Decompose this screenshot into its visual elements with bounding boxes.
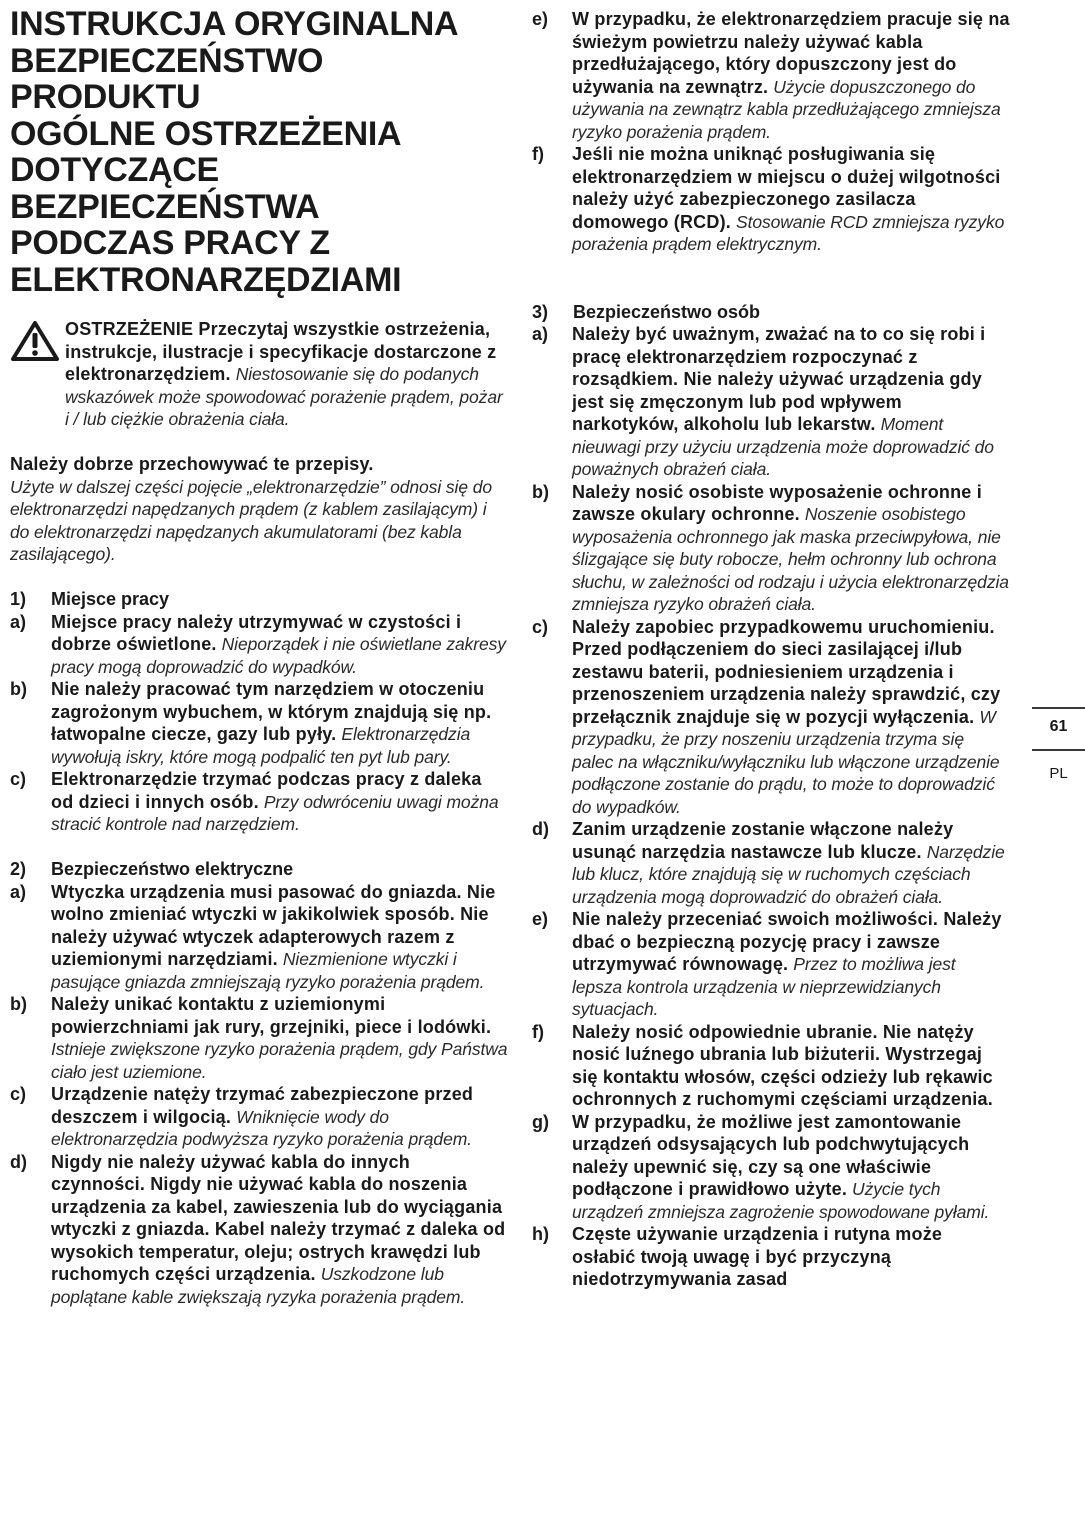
title-line: PRODUKTU [10,78,201,116]
title-line: INSTRUKCJA ORYGINALNA [10,5,459,43]
keep-instructions [10,453,508,566]
keep-italic: Użyte w dalszej części pojęcie „elektronarzędzie” odnosi się do elektronarzędzi napędzanych prądem (z kablem zasilającym) i do elektronarzędzi napędzanych akumulatorami (bez kabla zasilającego). [10,476,492,564]
list-item: d) Zanim urządzenie zostanie włączone należy usunąć narzędzia nastawcze lub klucze. Narzędzie lub klucz, które znajdują się w ruchomych częściach urządzenia mogą doprowadzić do obrażeń ciała. [532,819,1005,907]
document-title [10,0,508,298]
warning-text [10,318,508,431]
list-item: a) Należy być uważnym, zważać na to co się robi i pracę elektronarzędziem rozpoczynać z rozsądkiem. Nie należy używać urządzenia gdy jest się zmęczonym lub pod wpływem narkotyków, alkoholu lub lekarstw. Moment nieuwagi przy użyciu urządzenia może doprowadzić do poważnych obrażeń ciała. [532,324,994,479]
list-item: c) Urządzenie natęży trzymać zabezpieczone przed deszczem i wilgocią. Wniknięcie wody do elektronarzędzia podwyższa ryzyko porażenia prądem. [10,1084,474,1149]
warning-block [10,318,508,431]
right-column [532,8,1010,1291]
page-tab-bottom-rule [1032,749,1085,751]
list-item: f) Należy nosić odpowiednie ubranie. Nie natęży nosić luźnego ubrania lub biżuterii. Wystrzegaj się kontaktu włosów, części odzieży lub rękawic ochronnych z ruchomymi częściami urządzenia. [532,1021,993,1109]
list-item: e) Nie należy przeceniać swoich możliwości. Należy dbać o bezpieczną pozycję pracy i zawsze utrzymywać równowagę. Przez to możliwa jest lepsza kontrola urządzenia w nieprzewidzianych sytuacjach. [532,909,1002,1019]
section-heading: 3) Bezpieczeństwo osób [532,301,761,322]
list-item: c) Elektronarzędzie trzymać podczas pracy z daleka od dzieci i innych osób. Przy odwróceniu uwagi można stracić kontrole nad narzędziem. [10,769,499,834]
list-item: c) Należy zapobiec przypadkowemu uruchomieniu. Przed podłączeniem do sieci zasilającej i/lub zestawu baterii, podniesieniem urządzenia i przenoszeniem urządzenia należy sprawdzić, czy przełącznik znajduje się w pozycji wyłączenia. W przypadku, że przy noszeniu urządzenia trzyma się palec na włączniku/wyłączniku lub włączone urządzenie podłączone zostanie do prądu, to może to doprowadzić do wypadków. [532,616,1001,817]
warning-italic: Niestosowanie się do podanych wskazówek może spowodować porażenie prądem, pożar i / lub ciężkie obrażenia ciała. [65,364,503,429]
title-line: DOTYCZĄCE [10,151,219,189]
page-number: 61 [1049,718,1068,735]
title-line: BEZPIECZEŃSTWA [10,187,320,226]
list-item: b) Należy unikać kontaktu z uziemionymi powierzchniami jak rury, grzejniki, piece i lodówki. Istnieje zwiększone ryzyko porażenia prądem, gdy Państwa ciało jest uziemione. [10,994,508,1082]
title-line: OGÓLNE OSTRZEŻENIA [10,114,402,153]
list-item: a) Wtyczka urządzenia musi pasować do gniazda. Nie wolno zmieniać wtyczki w jakikolwiek sposób. Nie należy używać wtyczek adapterowych razem z uziemionymi narzędziami. Niezmienione wtyczki i pasujące gniazda zmniejszają ryzyko porażenia prądem. [10,881,496,992]
list-item: h) Częste używanie urządzenia i rutyna może osłabić twoją uwagę i być przyczyną niedotrzymywania zasad [532,1224,943,1289]
list-item: g) W przypadku, że możliwe jest zamontowanie urządzeń odsysających lub podchwytujących należy upewnić się, czy są one właściwie podłączone i prawidłowo użyte. Użycie tych urządzeń zmniejsza zagrożenie spowodowane pyłami. [532,1111,990,1222]
title-line: ELEKTRONARZĘDZIAMI [10,260,402,299]
title-line: BEZPIECZEŃSTWO [10,41,324,80]
list-item: a) Miejsce pracy należy utrzymywać w czystości i dobrze oświetlone. Nieporządek i nie oświetlane zakresy pracy mogą doprowadzić do wypadków. [10,611,506,677]
list-item: d) Nigdy nie należy używać kabla do innych czynności. Nigdy nie używać kabla do noszenia urządzenia za kabel, zawieszenia lub do wyciągania wtyczki z gniazda. Kabel należy trzymać z daleka od wysokich temperatur, oleju; ostrych krawędzi lub ruchomych części urządzenia. Uszkodzone lub poplątane kable zwiększają ryzyka porażenia prądem. [10,1151,506,1307]
page-tab-top-rule [1032,707,1085,709]
warning-bold: OSTRZEŻENIE Przeczytaj wszystkie ostrzeżenia, instrukcje, ilustracje i specyfikacje dostarczone z elektronarzędziem. [65,319,497,384]
keep-bold: Należy dobrze przechowywać te przepisy. [10,454,374,474]
language-code: PL [1049,765,1068,782]
warning-triangle-icon [10,320,60,362]
list-item: b) Nie należy pracować tym narzędziem w otoczeniu zagrożonym wybuchem, w którym znajdują się np. łatwopalne ciecze, gazy lub pyły. Elektronarzędzia wywołują iskry, które mogą podpalić ten pyt lub pary. [10,679,492,767]
left-column [10,0,508,1308]
title-line: PODCZAS PRACY Z [10,224,330,262]
list-item: f) Jeśli nie można uniknąć posługiwania się elektronarzędziem w miejscu o dużej wilgotności należy użyć zabezpieczonego zasilacza domowego (RCD). Stosowanie RCD zmniejsza ryzyko porażenia prądem elektrycznym. [532,144,1005,254]
list-item: b) Należy nosić osobiste wyposażenie ochronne i zawsze okulary ochronne. Noszenie osobistego wyposażenia ochronnego jak maska przeciwpyłowa, nie ślizgające się buty robocze, hełm ochronny lub ochrona słuchu, w zależności od rodzaju i użycia elektronarzędzia zmniejsza ryzyko obrażeń ciała. [532,481,1009,614]
list-item: e) W przypadku, że elektronarzędziem pracuje się na świeżym powietrzu należy używać kabla przedłużającego, który dopuszczony jest do używania na zewnątrz. Użycie dopuszczonego do używania na zewnątrz kabla przedłużającego zmniejsza ryzyko porażenia prądem. [532,9,1010,142]
section-heading: 1) Miejsce pracy [10,589,170,609]
section-heading: 2) Bezpieczeństwo elektryczne [10,859,294,879]
